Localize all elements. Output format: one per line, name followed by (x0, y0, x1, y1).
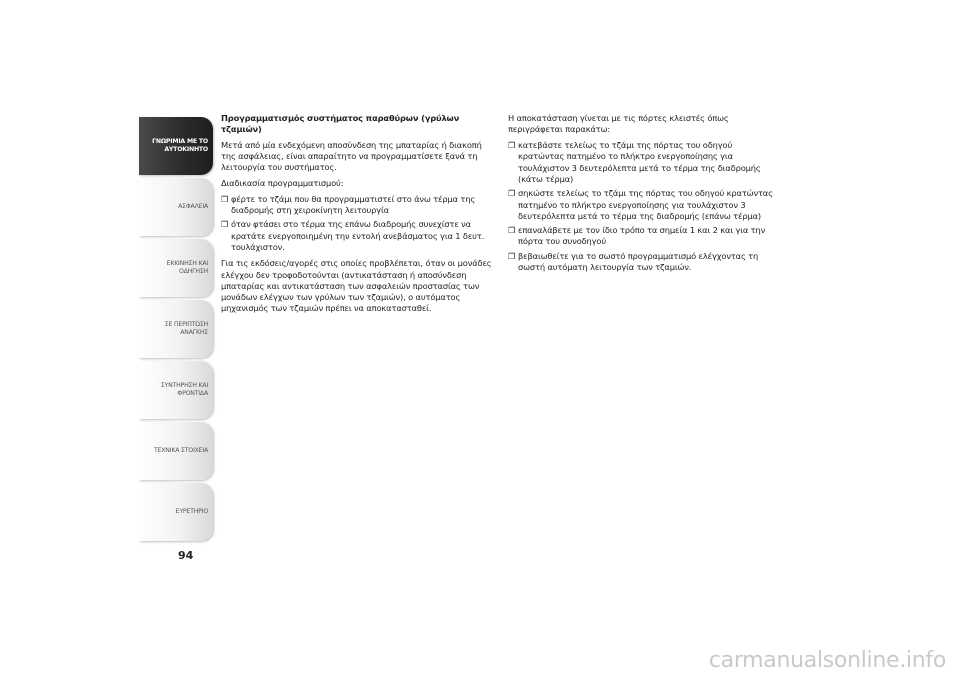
watermark: carmanualsonline.info (708, 648, 946, 673)
list-item-text: φέρτε το τζάμι που θα προγραμματιστεί στο άνω τέρμα της διαδρομής στη χειροκίνητη λειτουργία (231, 193, 476, 216)
tab-label-line1: ΕΚΚΙΝΗΣΗ ΚΑΙ (166, 260, 208, 267)
list-item-text: όταν φτάσει στο τέρμα της επάνω διαδρομής συνεχίστε να κρατάτε ενεργοποιημένη την εντολή ανεβάσματος για 1 δευτ. τουλάχιστον. (231, 219, 485, 252)
list-item-text: κατεβάστε τελείως το τζάμι της πόρτας του οδηγού κρατώντας πατημένο το πλήκτρο ενεργοποίησης για τουλάχιστον 3 δευτερόλεπτα μετά το τέρμα της διαδρομής (κάτω τέρμα) (518, 140, 761, 184)
checkbox-bullet-icon: ❒ (508, 189, 516, 199)
list-item (508, 188, 780, 222)
list-item (221, 219, 493, 253)
list-item-text: βεβαιωθείτε για το σωστό προγραμματισμό ελέγχοντας τη σωστή αυτόματη λειτουργία των τζαμιών. (518, 250, 759, 273)
list-item (508, 225, 780, 248)
tab-label-line1: ΕΥΡΕΤΗΡΙΟ (175, 508, 208, 515)
list-item-text: επαναλάβετε με τον ίδιο τρόπο τα σημεία 1 και 2 και για την πόρτα του συνοδηγού (518, 225, 766, 247)
tab-label-line2: ΟΔΗΓΗΣΗ (178, 268, 208, 275)
checkbox-bullet-icon: ❒ (508, 251, 516, 261)
tab-safety[interactable] (139, 178, 213, 236)
tab-starting-driving[interactable] (139, 239, 213, 297)
checkbox-bullet-icon: ❒ (508, 226, 516, 236)
checkbox-bullet-icon: ❒ (221, 220, 229, 230)
tab-label-line1: ΤΕΧΝΙΚΑ ΣΤΟΙΧΕΙΑ (153, 447, 208, 454)
list-item (508, 140, 780, 185)
page-number: 94 (178, 549, 194, 562)
tab-index[interactable] (139, 483, 213, 541)
tab-label-line2: ΦΡΟΝΤΙΔΑ (177, 390, 208, 397)
checkbox-bullet-icon: ❒ (221, 194, 229, 204)
checkbox-bullet-icon: ❒ (508, 141, 516, 151)
left-column (221, 113, 493, 319)
tab-label-line1: ΣΥΝΤΗΡΗΣΗ ΚΑΙ (160, 382, 208, 389)
list-item (221, 194, 493, 217)
tab-technical-data[interactable] (139, 422, 213, 480)
note-paragraph: Για τις εκδόσεις/αγορές στις οποίες προβλέπεται, όταν οι μονάδες ελέγχου δεν τροφοδοτούνται (αντικατάσταση ή αποσύνδεση μπαταρίας και αντικατάσταση των ασφαλειών προστασίας των μονάδων ελέγχων των γρύλων των τζαμιών), ο αυτόματος μηχανισμός των τζαμιών πρέπει να αποκατασταθεί. (221, 258, 492, 314)
tab-label-line2: ΑΝΑΓΚΗΣ (180, 329, 208, 336)
intro-paragraph: Μετά από μία ενδεχόμενη αποσύνδεση της μπαταρίας ή διακοπή της ασφάλειας, είναι απαραίτητο να προγραμματίσετε ξανά τη λειτουργία του συστήματος. (221, 139, 482, 173)
list-item (508, 251, 780, 274)
section-heading: Προγραμματισμός συστήματος παραθύρων (γρύλων τζαμιών) (221, 113, 460, 135)
tab-emergency[interactable] (139, 300, 213, 358)
list-item-text: σηκώστε τελείως το τζάμι της πόρτας του οδηγού κρατώντας πατημένο το πλήκτρο ενεργοποίησης για τουλάχιστον 3 δευτερόλεπτα μετά το τέρμα της διαδρομής (επάνω τέρμα) (518, 188, 773, 221)
tab-maintenance[interactable] (139, 361, 213, 419)
tab-intro-vehicle[interactable] (139, 117, 213, 175)
intro-paragraph: Η αποκατάσταση γίνεται με τις πόρτες κλειστές όπως περιγράφεται παρακάτω: (508, 113, 729, 135)
tab-label-line2: ΑΥΤΟΚΙΝΗΤΟ (164, 146, 208, 153)
tab-label-line1: ΣΕ ΠΕΡΙΠΤΩΣΗ (164, 321, 208, 328)
tab-label-line1: ΑΣΦΑΛΕΙΑ (178, 203, 208, 210)
procedure-label: Διαδικασία προγραμματισμού: (221, 177, 344, 188)
right-column (508, 113, 780, 276)
tab-label-line1: ΓΝΩΡΙΜΙΑ ΜΕ ΤΟ (152, 138, 208, 145)
